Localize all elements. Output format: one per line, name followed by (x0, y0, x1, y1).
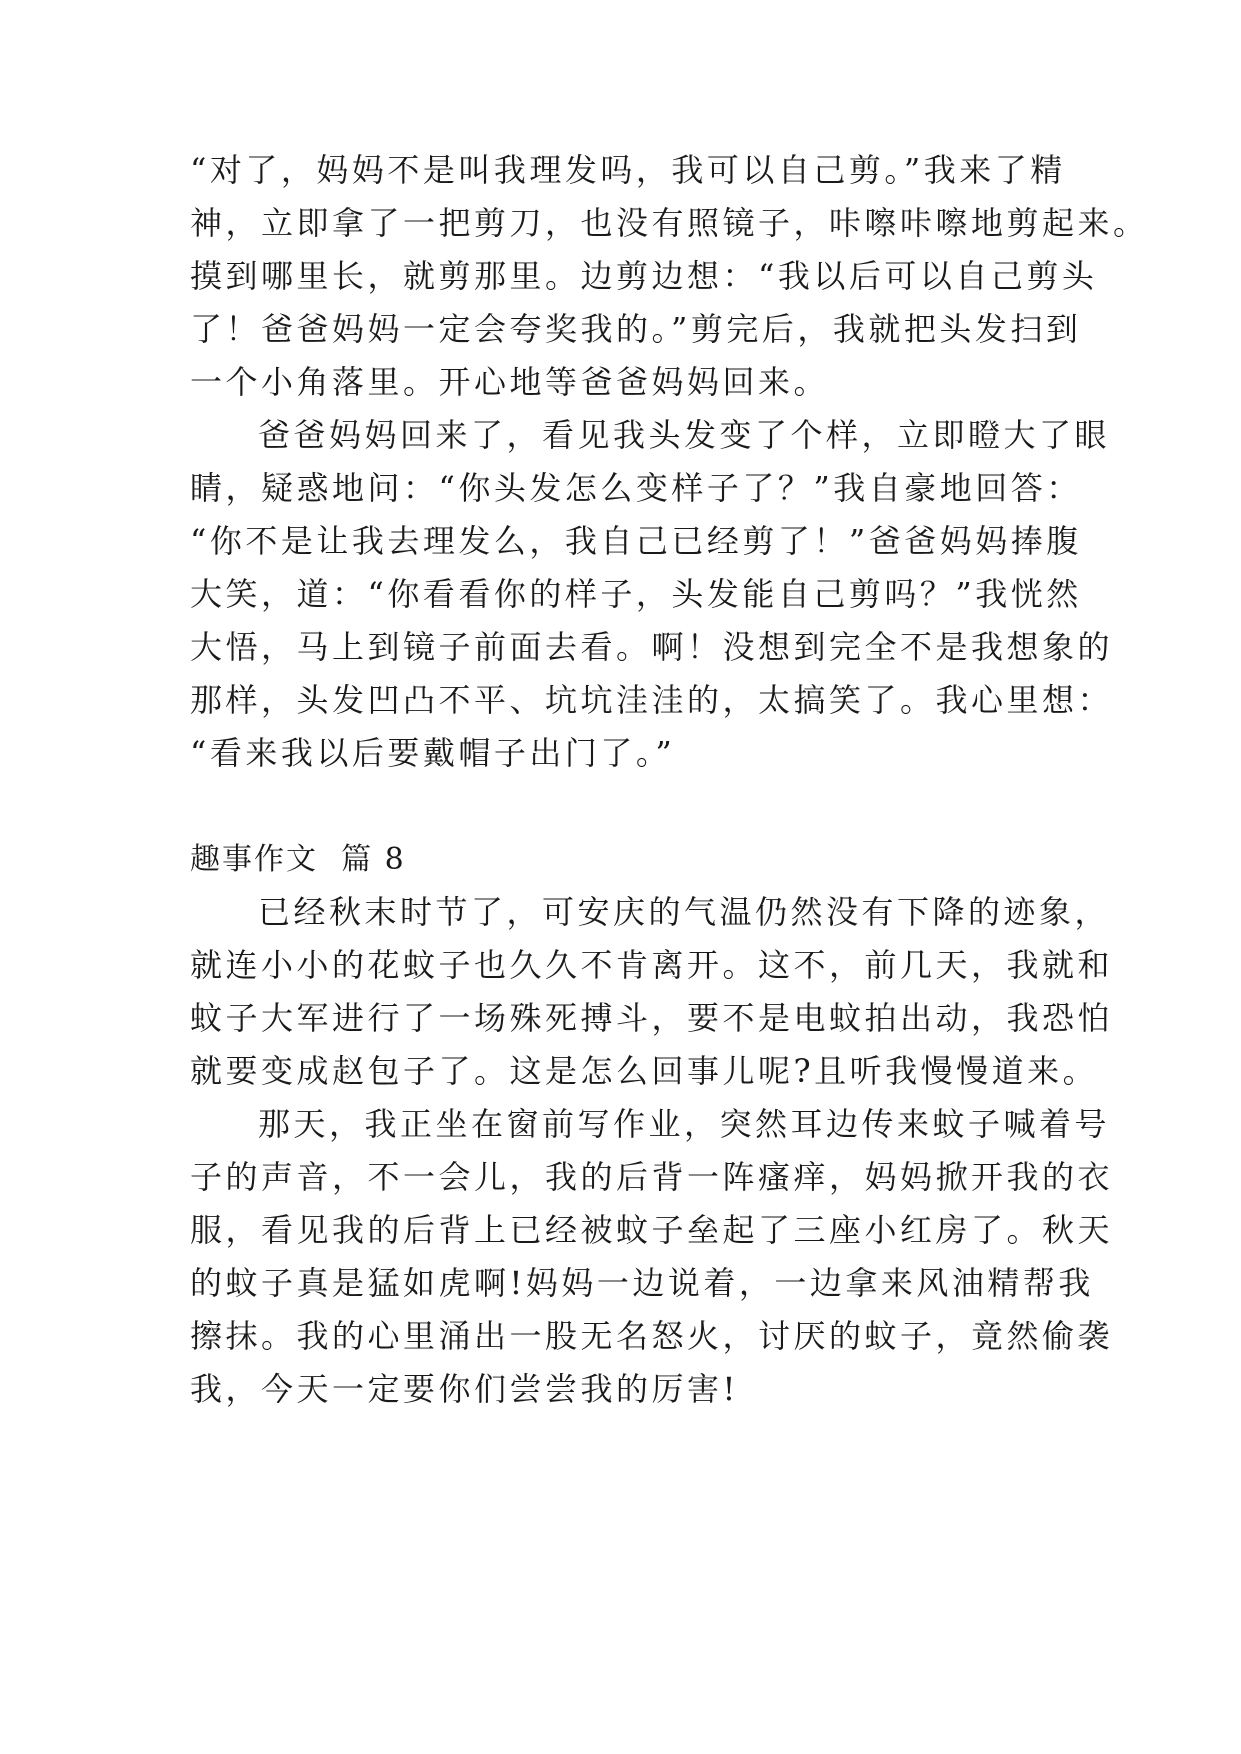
text-line: 大悟，马上到镜子前面去看。啊！没想到完全不是我想象的 (190, 628, 1114, 666)
text-line: 爸爸妈妈回来了，看见我头发变了个样，立即瞪大了眼 (258, 416, 1111, 454)
text-line: 擦抹。我的心里涌出一股无名怒火，讨厌的蚊子，竟然偷袭 (190, 1317, 1114, 1355)
text-line: 那天，我正坐在窗前写作业，突然耳边传来蚊子喊着号 (258, 1105, 1111, 1143)
text-line: 睛，疑惑地问：“你头发怎么变样子了？”我自豪地回答： (190, 469, 1082, 507)
text-line: “看来我以后要戴帽子出门了。” (190, 734, 676, 772)
text-line: “对了，妈妈不是叫我理发吗，我可以自己剪。”我来了精 (190, 151, 1066, 189)
text-line: 就连小小的花蚊子也久久不肯离开。这不，前几天，我就和 (190, 946, 1114, 984)
text-line: 摸到哪里长，就剪那里。边剪边想：“我以后可以自己剪头 (190, 257, 1098, 295)
text-line: 了！爸爸妈妈一定会夸奖我的。”剪完后，我就把头发扫到 (190, 310, 1082, 348)
text-line: 服，看见我的后背上已经被蚊子垒起了三座小红房了。秋天 (190, 1211, 1114, 1249)
text-line: 大笑，道：“你看看你的样子，头发能自己剪吗？”我恍然 (190, 575, 1082, 613)
text-line: 那样，头发凹凸不平、坑坑洼洼的，太搞笑了。我心里想： (190, 681, 1114, 719)
section-heading: 趣事作文 篇 8 (190, 842, 406, 877)
text-line: 我，今天一定要你们尝尝我的厉害! (190, 1370, 739, 1408)
text-line: “你不是让我去理发么，我自己已经剪了！”爸爸妈妈捧腹 (190, 522, 1082, 560)
text-line: 已经秋末时节了，可安庆的气温仍然没有下降的迹象， (258, 893, 1111, 931)
text-line: 子的声音，不一会儿，我的后背一阵瘙痒，妈妈掀开我的衣 (190, 1158, 1114, 1196)
text-line: 就要变成赵包子了。这是怎么回事儿呢?且听我慢慢道来。 (190, 1052, 1099, 1090)
text-line: 的蚊子真是猛如虎啊!妈妈一边说着，一边拿来风油精帮我 (190, 1264, 1094, 1302)
text-line: 一个小角落里。开心地等爸爸妈妈回来。 (190, 363, 830, 401)
text-line: 神，立即拿了一把剪刀，也没有照镜子，咔嚓咔嚓地剪起来。 (190, 204, 1149, 242)
text-line: 蚊子大军进行了一场殊死搏斗，要不是电蚊拍出动，我恐怕 (190, 999, 1114, 1037)
